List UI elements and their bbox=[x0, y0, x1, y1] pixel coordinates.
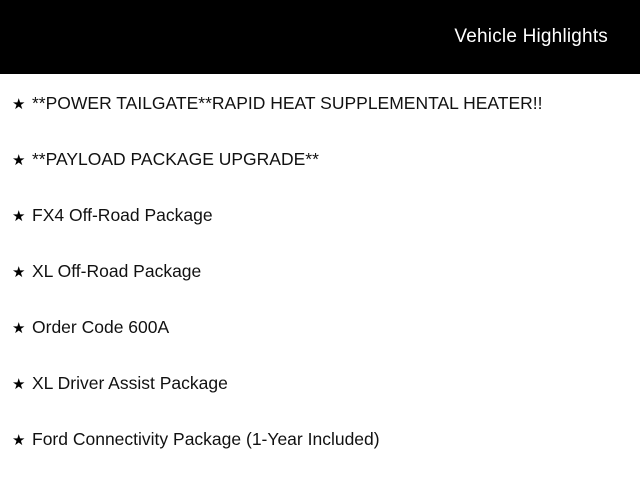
list-item-label: **POWER TAILGATE**RAPID HEAT SUPPLEMENTAL HEATER!! bbox=[32, 93, 543, 113]
star-bullet-icon: ★ bbox=[12, 432, 26, 449]
list-item bbox=[0, 147, 640, 203]
list-item bbox=[0, 203, 640, 259]
list-item bbox=[0, 259, 640, 315]
list-item bbox=[0, 427, 640, 483]
star-bullet-icon: ★ bbox=[12, 320, 26, 337]
list-item bbox=[0, 91, 640, 147]
star-bullet-icon: ★ bbox=[12, 208, 26, 225]
list-item-label: Order Code 600A bbox=[32, 317, 170, 337]
star-bullet-icon: ★ bbox=[12, 264, 26, 281]
list-item bbox=[0, 315, 640, 371]
page-title: Vehicle Highlights bbox=[454, 26, 608, 47]
list-item-label: XL Off-Road Package bbox=[32, 261, 202, 281]
star-bullet-icon: ★ bbox=[12, 376, 26, 393]
list-item-label: XL Driver Assist Package bbox=[32, 373, 228, 393]
list-item-label: FX4 Off-Road Package bbox=[32, 205, 213, 225]
list-item-label: Ford Connectivity Package (1-Year Included) bbox=[32, 429, 380, 449]
list-item bbox=[0, 371, 640, 427]
vehicle-highlights-list bbox=[0, 74, 640, 483]
list-item-label: **PAYLOAD PACKAGE UPGRADE** bbox=[32, 149, 319, 169]
star-bullet-icon: ★ bbox=[12, 96, 26, 113]
header-bar bbox=[0, 0, 640, 74]
star-bullet-icon: ★ bbox=[12, 152, 26, 169]
